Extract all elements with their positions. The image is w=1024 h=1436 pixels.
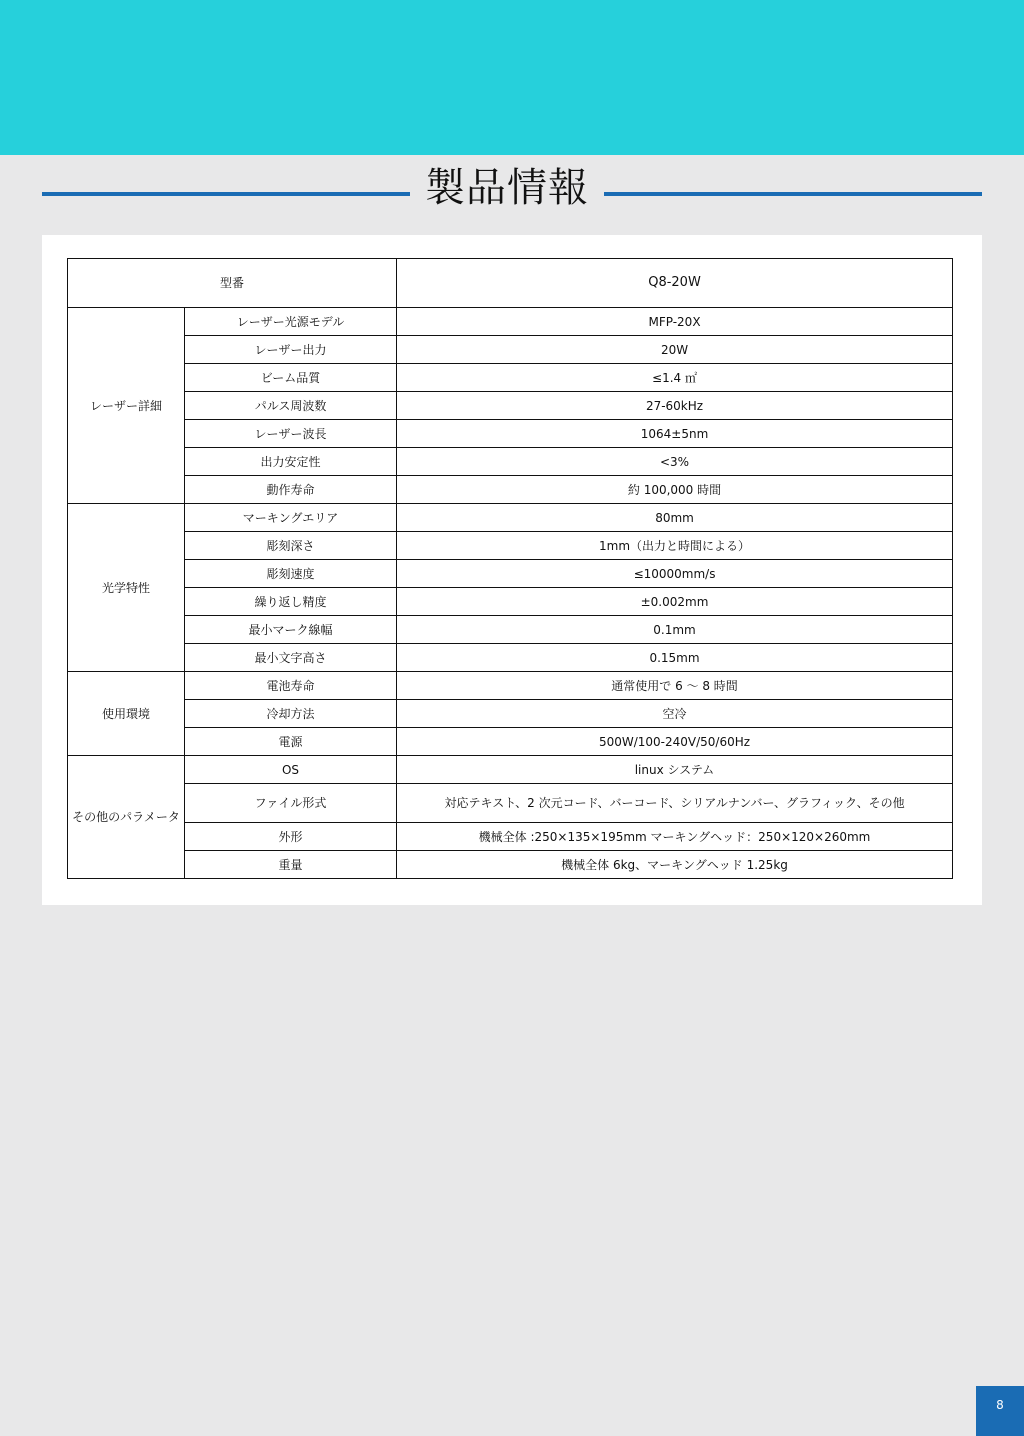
table-row [68,420,953,448]
spec-value: 機械全体 6kg、マーキングヘッド 1.25kg [397,851,953,879]
table-row [68,392,953,420]
spec-value: 20W [397,336,953,364]
spec-value: 80mm [397,504,953,532]
spec-label: レーザー出力 [185,336,397,364]
table-row [68,700,953,728]
table-row [68,504,953,532]
table-row [68,728,953,756]
title-row [0,160,1024,220]
group-label-optical: 光学特性 [68,504,185,672]
spec-label: ビーム品質 [185,364,397,392]
spec-value: 対応テキスト、2 次元コード、バーコード、シリアルナンバー、グラフィック、その他 [397,784,953,823]
group-label-environment: 使用環境 [68,672,185,756]
spec-label: 彫刻速度 [185,560,397,588]
spec-label: OS [185,756,397,784]
table-row [68,616,953,644]
spec-value: 通常使用で 6 ～ 8 時間 [397,672,953,700]
group-label-laser: レーザー詳細 [68,308,185,504]
model-value: Q8-20W [397,259,953,308]
spec-label: 重量 [185,851,397,879]
spec-label: 出力安定性 [185,448,397,476]
spec-label: 最小マーク線幅 [185,616,397,644]
spec-label: 最小文字高さ [185,644,397,672]
spec-label: ファイル形式 [185,784,397,823]
table-row [68,672,953,700]
spec-label: 動作寿命 [185,476,397,504]
spec-value: <3% [397,448,953,476]
spec-value: 0.15mm [397,644,953,672]
table-row [68,851,953,879]
table-row [68,476,953,504]
table-row [68,532,953,560]
spec-value: 約 100,000 時間 [397,476,953,504]
table-row-model [68,259,953,308]
table-row [68,784,953,823]
group-label-other: その他のパラメータ [68,756,185,879]
spec-label: パルス周波数 [185,392,397,420]
page-title: 製品情報 [425,165,589,211]
spec-label: 電池寿命 [185,672,397,700]
spec-value: 空冷 [397,700,953,728]
title-rule-left [42,192,410,196]
spec-value: 機械全体 :250×135×195mm マーキングヘッド：250×120×260mm [397,823,953,851]
spec-label: 電源 [185,728,397,756]
spec-value: 1064±5nm [397,420,953,448]
table-row [68,448,953,476]
model-label: 型番 [68,259,397,308]
table-row [68,588,953,616]
spec-value: linux システム [397,756,953,784]
table-row [68,364,953,392]
title-rule-right [604,192,982,196]
spec-value: 500W/100-240V/50/60Hz [397,728,953,756]
spec-value: 0.1mm [397,616,953,644]
spec-value: 1mm（出力と時間による） [397,532,953,560]
table-row [68,823,953,851]
spec-label: 彫刻深さ [185,532,397,560]
spec-label: 冷却方法 [185,700,397,728]
spec-label: レーザー光源モデル [185,308,397,336]
page-number: 8 [976,1386,1024,1436]
spec-label: 繰り返し精度 [185,588,397,616]
spec-table [67,258,953,879]
spec-value: ≤1.4 ㎡ [397,364,953,392]
spec-value: 27-60kHz [397,392,953,420]
spec-panel [42,235,982,905]
table-row [68,308,953,336]
spec-label: 外形 [185,823,397,851]
spec-label: マーキングエリア [185,504,397,532]
spec-label: レーザー波長 [185,420,397,448]
spec-value: MFP-20X [397,308,953,336]
table-row [68,756,953,784]
header-band [0,0,1024,155]
spec-value: ≤10000mm/s [397,560,953,588]
spec-value: ±0.002mm [397,588,953,616]
table-row [68,336,953,364]
table-row [68,560,953,588]
table-row [68,644,953,672]
